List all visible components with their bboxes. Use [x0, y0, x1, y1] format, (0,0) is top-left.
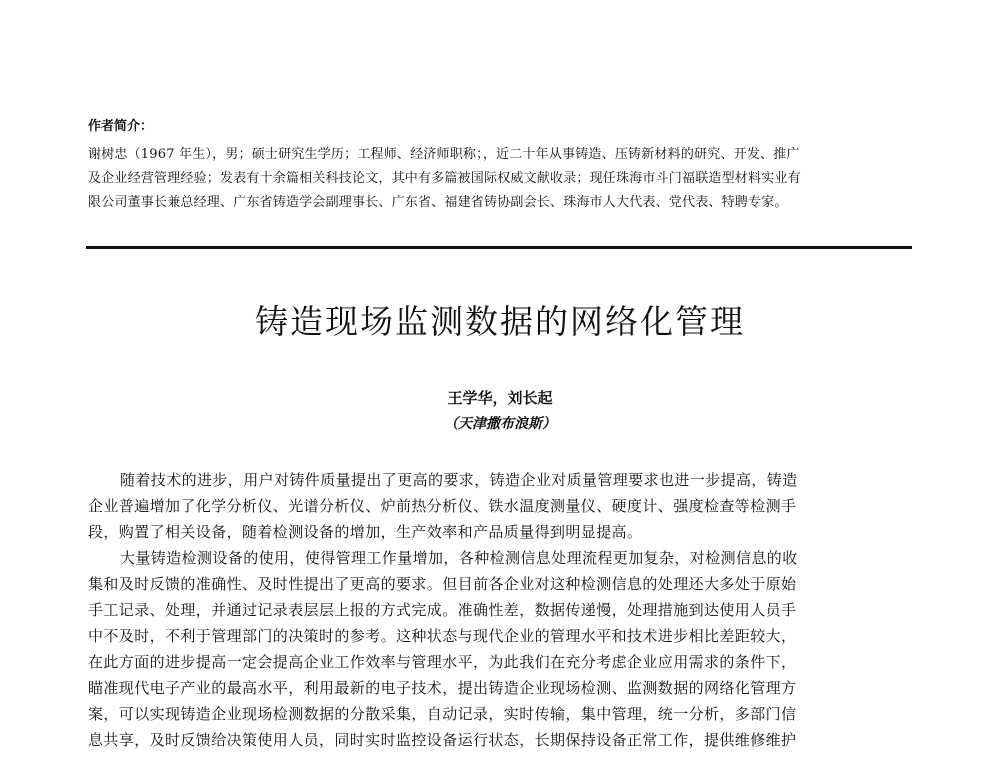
body-line: 中不及时，不利于管理部门的决策时的参考。这种状态与现代企业的管理水平和技术进步相比差距较大， [88, 627, 797, 645]
body-line: 瞄准现代电子产业的最高水平，利用最新的电子技术，提出铸造企业现场检测、监测数据的网络化管理方 [88, 679, 797, 697]
author-bio-line: 谢树忠（1967 年生），男；硕士研究生学历；工程师、经济师职称；，近二十年从事铸造、压铸新材料的研究、开发、推广 [88, 147, 800, 162]
author-bio-text [88, 143, 920, 215]
section-divider [86, 246, 912, 249]
body-line: 大量铸造检测设备的使用，使得管理工作量增加，各种检测信息处理流程更加复杂，对检测信息的收 [120, 549, 798, 567]
paper-title: 铸造现场监测数据的网络化管理 [255, 302, 745, 341]
body-line: 随着技术的进步，用户对铸件质量提出了更高的要求，铸造企业对质量管理要求也进一步提高，铸造 [120, 471, 798, 489]
paper-affiliation: （天津撒布浪斯） [444, 416, 556, 432]
body-line: 在此方面的进步提高一定会提高企业工作效率与管理水平，为此我们在充分考虑企业应用需求的条件下， [88, 653, 797, 671]
body-line: 集和及时反馈的准确性、及时性提出了更高的要求。但目前各企业对这种检测信息的处理还大多处于原始 [88, 575, 797, 593]
author-bio-line: 限公司董事长兼总经理、广东省铸造学会副理事长、广东省、福建省铸协副会长、珠海市人大代表、党代表、特聘专家。 [88, 195, 788, 210]
paper-authors: 王学华，刘长起 [447, 389, 553, 407]
body-paragraph-1 [88, 467, 920, 545]
paper-body [88, 467, 920, 753]
body-line: 企业普遍增加了化学分析仪、光谱分析仪、炉前热分析仪、铁水温度测量仪、硬度计、强度检查等检测手 [88, 497, 797, 515]
author-bio [88, 117, 920, 215]
author-bio-line: 及企业经营管理经验；发表有十余篇相关科技论文，其中有多篇被国际权威文献收录；现任珠海市斗门福联造型材料实业有 [88, 171, 801, 186]
author-bio-heading: 作者简介： [88, 119, 154, 134]
body-line: 手工记录、处理，并通过记录表层层上报的方式完成。准确性差，数据传递慢，处理措施到达使用人员手 [88, 601, 797, 619]
body-line: 段，购置了相关设备，随着检测设备的增加，生产效率和产品质量得到明显提高。 [88, 523, 643, 541]
body-line: 案，可以实现铸造企业现场检测数据的分散采集，自动记录，实时传输，集中管理，统一分析，多部门信 [88, 705, 797, 723]
body-line: 息共享，及时反馈给决策使用人员，同时实时监控设备运行状态，长期保持设备正常工作，提供维修维护 [88, 731, 797, 749]
body-paragraph-2 [88, 545, 920, 753]
